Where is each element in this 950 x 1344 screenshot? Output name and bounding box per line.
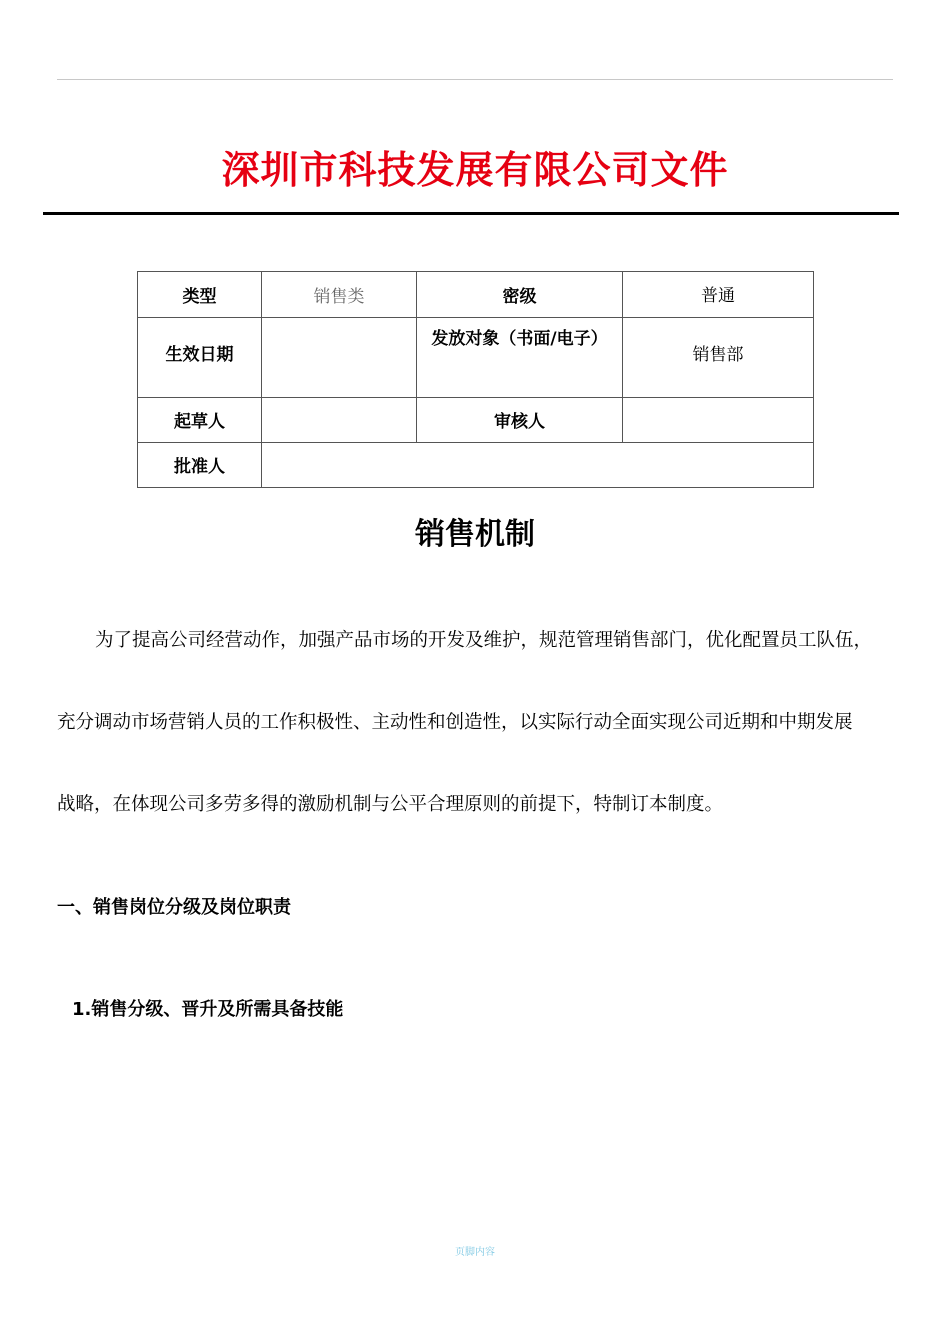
paragraph-line: 战略，在体现公司多劳多得的激励机制与公平合理原则的前提下，特制订本制度。 [57,794,724,815]
effective-date-label: 生效日期 [165,345,234,365]
drafter-value [262,398,417,443]
section-heading: 一、销售岗位分级及岗位职责 [57,897,291,918]
page-footer: 页脚内容 [455,1247,495,1258]
secret-level-cell [623,272,814,318]
approver-value [262,443,814,488]
publish-target-label: 发放对象（书面/电子） [417,318,623,398]
paragraph-line: 为了提高公司经营动作，加强产品市场的开发及维护，规范管理销售部门，优化配置员工队伍， [95,630,873,651]
approver-label: 批准人 [174,457,225,477]
reviewer-label: 审核人 [494,412,545,432]
secret-level-value: 普通 [701,286,735,306]
drafter-label: 起草人 [174,412,225,432]
subsection-heading: 1.销售分级、晋升及所需具备技能 [72,999,344,1020]
type-value: 销售类 [262,272,417,318]
table-row [138,443,814,488]
paragraph-line: 充分调动市场营销人员的工作积极性、主动性和创造性，以实际行动全面实现公司近期和中期发展 [57,712,853,733]
effective-date-value [262,318,417,398]
approver-label-cell [138,443,262,488]
header-divider [43,212,899,215]
document-info-table [137,271,814,488]
publish-target-cell [623,318,814,398]
drafter-label-cell [138,398,262,443]
reviewer-label-cell [417,398,623,443]
publish-target-value: 销售部 [692,345,744,365]
document-title: 销售机制 [415,517,535,552]
table-row [138,318,814,398]
reviewer-value [623,398,814,443]
table-row [138,272,814,318]
table-row [138,398,814,443]
effective-date-label-cell [138,318,262,398]
type-label: 类型 [138,272,262,318]
secret-level-label: 密级 [417,272,623,318]
top-divider [57,79,893,80]
company-document-header: 深圳市科技发展有限公司文件 [221,147,729,192]
